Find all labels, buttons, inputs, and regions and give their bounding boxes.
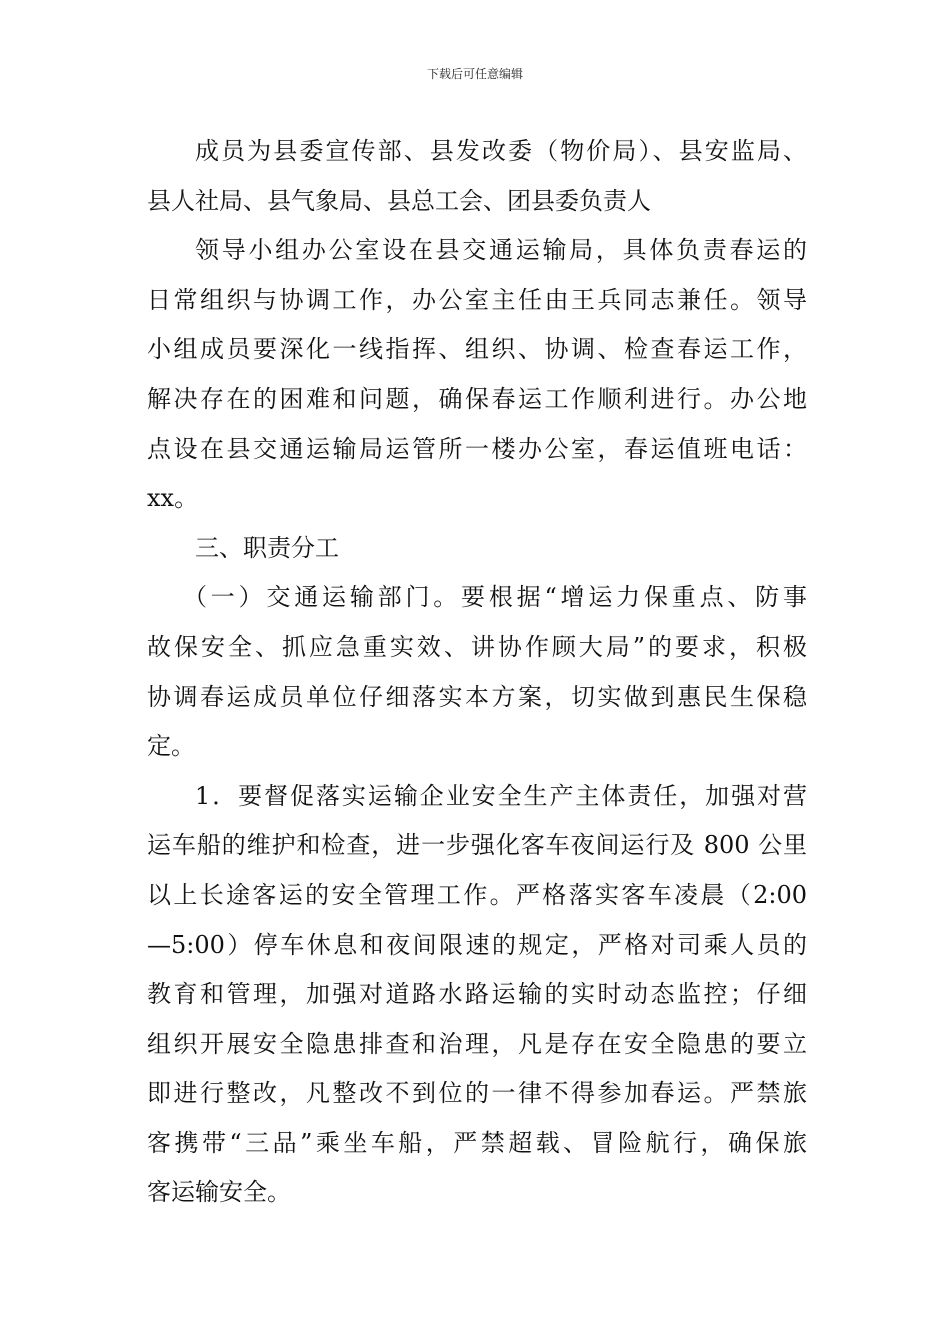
text-line: 领导小组办公室设在县交通运输局，具体负责春运的 xyxy=(195,236,807,265)
text-line: 客携带“三品”乘坐车船，严禁超载、冒险航行，确保旅 xyxy=(147,1128,807,1157)
page-header-note: 下载后可任意编辑 xyxy=(426,67,523,81)
text-line: 以上长途客运的安全管理工作。严格落实客车凌晨（2:00 xyxy=(147,880,807,909)
text-line: 客运输安全。 xyxy=(147,1178,291,1207)
text-line: 协调春运成员单位仔细落实本方案，切实做到惠民生保稳 xyxy=(147,682,807,711)
text-line: 小组成员要深化一线指挥、组织、协调、检查春运工作， xyxy=(147,335,807,364)
text-line: 日常组织与协调工作，办公室主任由王兵同志兼任。领导 xyxy=(147,285,807,314)
text-line: 定。 xyxy=(147,732,195,761)
section-heading: 三、职责分工 xyxy=(195,533,339,562)
document-body xyxy=(147,127,807,1218)
text-line: 运车船的维护和检查，进一步强化客车夜间运行及 800 公里 xyxy=(147,831,807,860)
text-line: 成员为县委宣传部、县发改委（物价局）、县安监局、 xyxy=(195,137,807,165)
text-line: 即进行整改，凡整改不到位的一律不得参加春运。严禁旅 xyxy=(147,1079,807,1108)
text-line: 教育和管理，加强对道路水路运输的实时动态监控；仔细 xyxy=(147,980,807,1009)
text-line: （一）交通运输部门。要根据“增运力保重点、防事 xyxy=(183,583,807,612)
text-line: 故保安全、抓应急重实效、讲协作顾大局”的要求，积极 xyxy=(147,632,807,661)
text-line: 解决存在的困难和问题，确保春运工作顺利进行。办公地 xyxy=(147,384,807,413)
text-line: 点设在县交通运输局运管所一楼办公室，春运值班电话： xyxy=(147,434,807,463)
text-line: 1．要督促落实运输企业安全生产主体责任，加强对营 xyxy=(195,781,807,810)
text-line: 县人社局、县气象局、县总工会、团县委负责人 xyxy=(147,186,651,215)
text-line: —5:00）停车休息和夜间限速的规定，严格对司乘人员的 xyxy=(147,930,807,959)
text-line: 组织开展安全隐患排查和治理，凡是存在安全隐患的要立 xyxy=(147,1029,807,1058)
text-line: xx。 xyxy=(147,484,199,513)
